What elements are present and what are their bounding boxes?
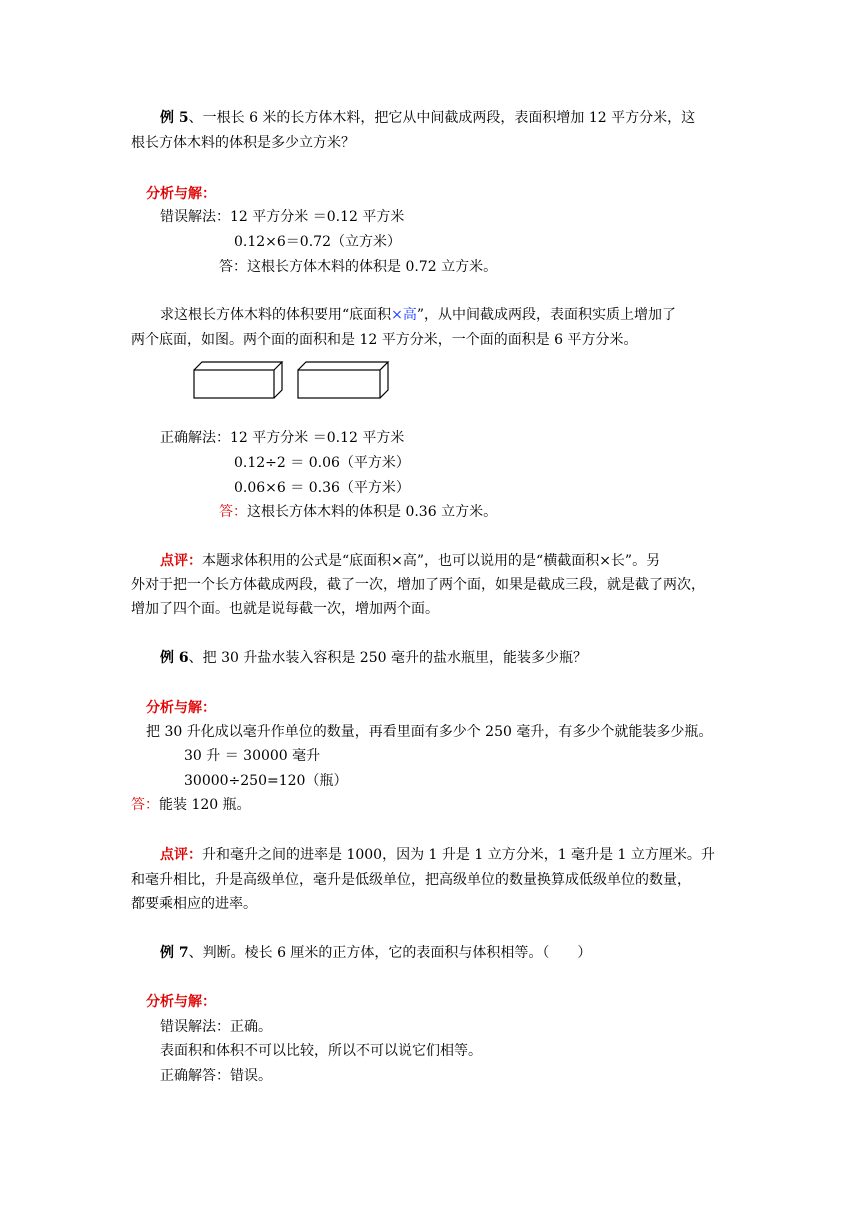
ex5-right-line1: 正确解法：12 平方分米 ＝0.12 平方米: [160, 430, 405, 446]
comment-label: 点评：: [160, 847, 202, 863]
comment-label: 点评：: [160, 553, 202, 569]
ex7-line1: 错误解法：正确。: [160, 1019, 272, 1035]
ex6-line1: 把 30 升化成以毫升作单位的数量，再看里面有多少个 250 毫升，有多少个就能装多少瓶。: [146, 724, 713, 740]
cuboid-right: [298, 362, 388, 398]
ex6-comment-line1: 点评：升和毫升之间的进率是 1000，因为 1 升是 1 立方分米，1 毫升是 1 立方厘米。升: [160, 847, 715, 863]
ex5-question-line2: 根长方体木料的体积是多少立方米？: [131, 135, 355, 151]
ex7-line2: 表面积和体积不可以比较，所以不可以说它们相等。: [160, 1043, 482, 1059]
cuboid-figure: [190, 360, 400, 404]
ex5-comment-line1: 点评：本题求体积用的公式是“底面积×高”，也可以说用的是“横截面积×长”。另: [160, 553, 661, 569]
ex5-explain-line2: 两个底面，如图。两个面的面积和是 12 平方分米，一个面的面积是 6 平方分米。: [131, 332, 638, 348]
ex5-explain-line1: 求这根长方体木料的体积要用“底面积×高”，从中间截成两段，表面积实质上增加了: [160, 307, 677, 323]
ex5-wrong-line1: 错误解法：12 平方分米 ＝0.12 平方米: [160, 209, 405, 225]
ex5-right-line3: 0.06×6 ＝ 0.36（平方米）: [234, 480, 410, 496]
ex5-right-line2: 0.12÷2 ＝ 0.06（平方米）: [234, 455, 410, 471]
ex6-comment-line3: 都要乘相应的进率。: [131, 896, 257, 912]
ex6-line2: 30 升 ＝ 30000 毫升: [184, 748, 321, 764]
ex5-analysis-heading: 分析与解：: [146, 186, 216, 202]
ex6-question: 例 6、把 30 升盐水装入容积是 250 毫升的盐水瓶里，能装多少瓶？: [160, 650, 587, 666]
ex5-comment-line2: 外对于把一个长方体截成两段，截了一次，增加了两个面，如果是截成三段，就是截了两次，: [131, 577, 705, 593]
answer-label: 答：: [219, 504, 247, 520]
ex7-label: 例 7: [160, 945, 189, 961]
ex5-comment-line3: 增加了四个面。也就是说每截一次，增加两个面。: [131, 601, 439, 617]
cuboid-left: [194, 362, 282, 398]
ex6-line3: 30000÷250=120（瓶）: [184, 773, 348, 789]
answer-label: 答：: [131, 797, 159, 813]
ex5-right-line4: 答：这根长方体木料的体积是 0.36 立方米。: [219, 504, 498, 520]
ex7-analysis-heading: 分析与解：: [146, 994, 216, 1010]
ex5-wrong-line2: 0.12×6＝0.72（立方米）: [234, 234, 401, 250]
ex5-wrong-line3: 答：这根长方体木料的体积是 0.72 立方米。: [219, 259, 498, 275]
ex5-label: 例 5: [160, 110, 189, 126]
ex6-comment-line2: 和毫升相比，升是高级单位，毫升是低级单位，把高级单位的数量换算成低级单位的数量，: [131, 872, 691, 888]
ex7-question: 例 7、判断。棱长 6 厘米的正方体，它的表面积与体积相等。（ ）: [160, 945, 592, 961]
ex6-answer: 答：能装 120 瓶。: [131, 797, 251, 813]
formula-highlight: ×高: [391, 307, 417, 323]
ex6-label: 例 6: [160, 650, 189, 666]
ex5-question-line1: 例 5、一根长 6 米的长方体木料，把它从中间截成两段，表面积增加 12 平方分米，这: [160, 110, 696, 126]
ex6-analysis-heading: 分析与解：: [146, 700, 216, 716]
ex7-line3: 正确解答：错误。: [160, 1068, 272, 1084]
